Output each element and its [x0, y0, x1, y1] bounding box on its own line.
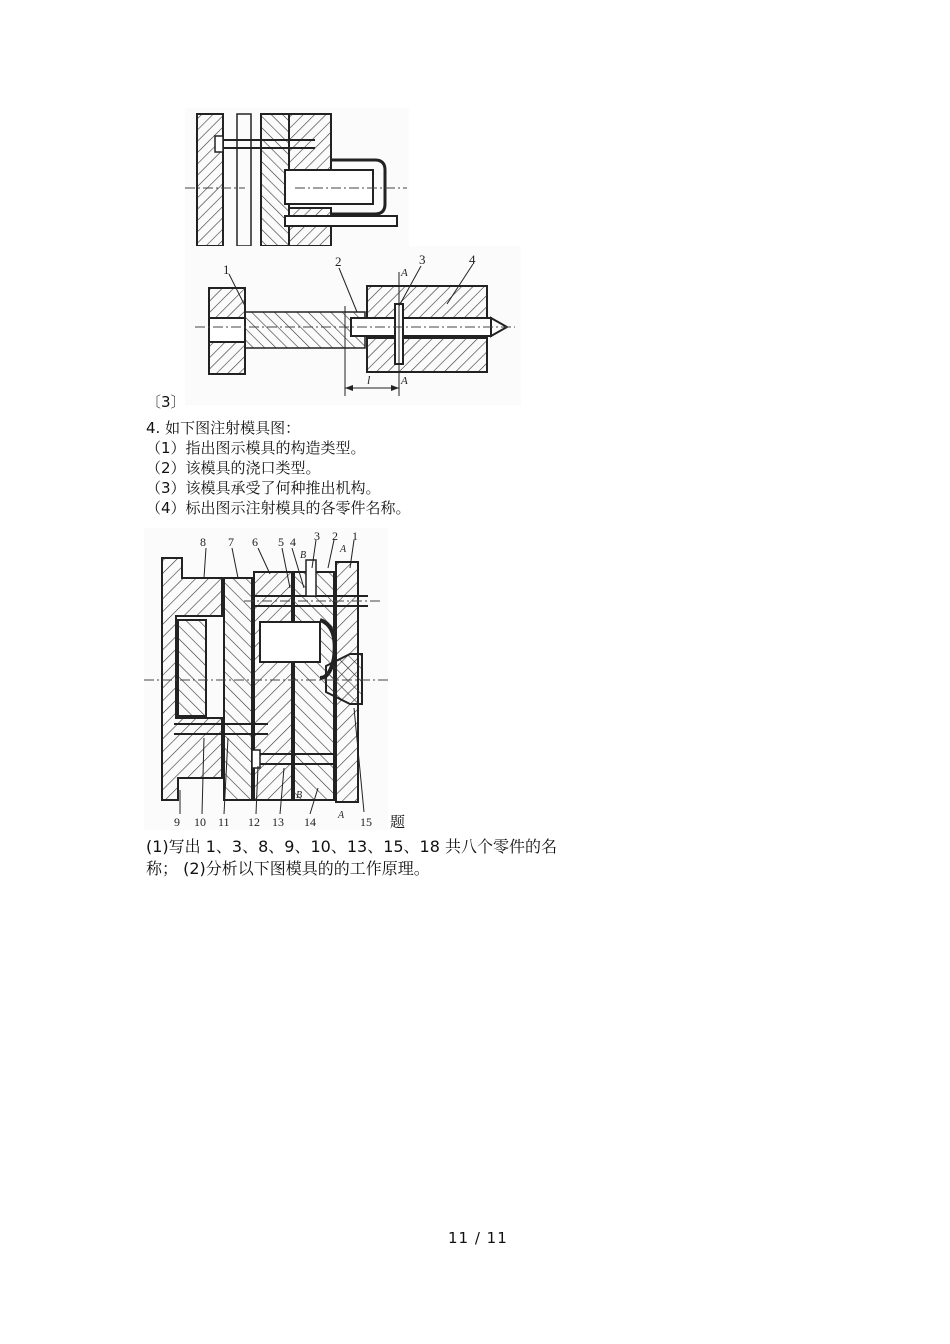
figure1-label-section-a-bottom: A	[401, 375, 408, 387]
figure2-label-11: 11	[218, 815, 230, 829]
figure1-label-l: l	[367, 373, 371, 387]
figure2-label-4: 4	[290, 535, 296, 549]
figure1-label-1: 1	[223, 262, 230, 277]
question4-item-2: （2）该模具的浇口类型。	[146, 459, 321, 477]
figure2-label-6: 6	[252, 535, 258, 549]
figure2-label-a-top: A	[340, 544, 347, 555]
question5-line-1: (1)写出 1、3、8、9、10、13、15、18 共八个零件的名	[146, 837, 557, 856]
figure2-label-5: 5	[278, 535, 284, 549]
figure2-label-2: 2	[332, 529, 338, 543]
question4-item-1: （1）指出图示模具的构造类型。	[146, 439, 366, 457]
figure2-label-b-bottom: B	[296, 790, 303, 801]
figure1-label-section-a-top: A	[401, 267, 408, 279]
figure1-label-3: 3	[419, 252, 426, 267]
figure2-label-b-top: B	[300, 550, 307, 561]
figure2-label-9: 9	[174, 815, 180, 829]
figure2-trailing-text: 题	[390, 813, 406, 831]
figure2-label-3: 3	[314, 529, 320, 543]
figure2-label-13: 13	[272, 815, 284, 829]
figure2-label-a-bottom: A	[338, 810, 345, 821]
question5-line-2: 称； (2)分析以下图模具的的工作原理。	[146, 859, 430, 878]
figure1-label-2: 2	[335, 254, 342, 269]
figure1-caption: 〔3〕	[146, 393, 186, 411]
figure2-label-1: 1	[352, 529, 358, 543]
figure2-label-7: 7	[228, 535, 234, 549]
figure2-label-14: 14	[304, 815, 316, 829]
figure2-label-15: 15	[360, 815, 372, 829]
figure2-label-12: 12	[248, 815, 260, 829]
figure2-label-8: 8	[200, 535, 206, 549]
question4-title: 4. 如下图注射模具图：	[146, 419, 301, 437]
figure2-label-10: 10	[194, 815, 206, 829]
figure1-bottom-image	[185, 246, 521, 405]
figure1-top-image	[185, 108, 409, 246]
page-number: 11 / 11	[448, 1229, 508, 1247]
figure2-image	[144, 528, 388, 830]
figure1-label-4: 4	[469, 252, 476, 267]
question4-item-3: （3）该模具承受了何种推出机构。	[146, 479, 381, 497]
question4-item-4: （4）标出图示注射模具的各零件名称。	[146, 499, 411, 517]
